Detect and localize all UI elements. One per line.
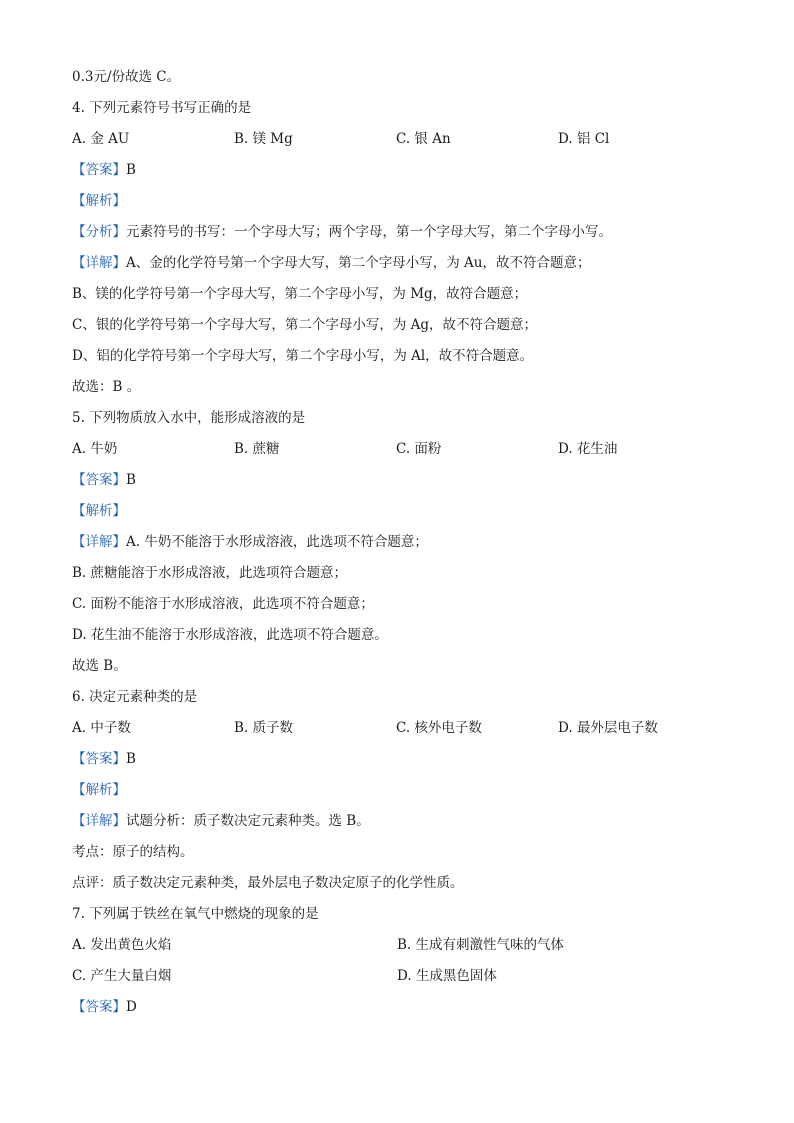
text-line: [72, 806, 732, 837]
text-line: [72, 651, 732, 682]
text-line: [72, 465, 732, 496]
option-item: B. 镁 Mg: [234, 131, 293, 147]
text-line: [72, 372, 732, 403]
line-text: D、铝的化学符号第一个字母大写，第二个字母小写，为 Al，故不符合题意。: [72, 348, 534, 364]
option-item: C. 面粉: [396, 441, 442, 457]
line-text: 故选：B 。: [72, 379, 141, 395]
text-line: [72, 93, 732, 124]
line-text: A、金的化学符号第一个字母大写，第二个字母小写，为 Au，故不符合题意；: [126, 255, 591, 271]
text-line: [72, 186, 732, 217]
line-text: B: [126, 472, 136, 488]
line-text: 试题分析：质子数决定元素种类。选 B。: [126, 813, 370, 829]
option-item: C. 产生大量白烟: [72, 968, 172, 984]
document-page: [72, 62, 732, 1023]
line-text: 7. 下列属于铁丝在氧气中燃烧的现象的是: [72, 906, 319, 922]
line-text: C. 面粉不能溶于水形成溶液，此选项不符合题意；: [72, 596, 374, 612]
option-item: A. 金 AU: [72, 131, 130, 147]
section-tag: 【详解】: [72, 255, 126, 271]
line-text: 6. 决定元素种类的是: [72, 689, 198, 705]
line-text: D: [126, 999, 137, 1015]
option-row: [72, 930, 732, 961]
option-item: A. 牛奶: [72, 441, 118, 457]
section-tag: 【解析】: [72, 503, 126, 519]
text-line: [72, 155, 732, 186]
text-line: [72, 217, 732, 248]
section-tag: 【详解】: [72, 534, 126, 550]
option-item: D. 花生油: [558, 441, 618, 457]
option-row: [72, 961, 732, 992]
option-item: D. 铝 Cl: [558, 131, 610, 147]
option-row: [72, 713, 732, 744]
text-line: [72, 248, 732, 279]
section-tag: 【答案】: [72, 162, 126, 178]
line-text: B: [126, 751, 136, 767]
text-line: [72, 744, 732, 775]
option-item: C. 核外电子数: [396, 720, 482, 736]
option-item: A. 中子数: [72, 720, 131, 736]
line-text: B. 蔗糖能溶于水形成溶液，此选项符合题意；: [72, 565, 348, 581]
text-line: [72, 589, 732, 620]
line-text: 故选 B。: [72, 658, 127, 674]
text-line: [72, 682, 732, 713]
line-text: 0.3元/份故选 C。: [72, 69, 181, 85]
line-text: B、镁的化学符号第一个字母大写，第二个字母小写，为 Mg，故符合题意；: [72, 286, 528, 302]
text-line: [72, 527, 732, 558]
text-line: [72, 837, 732, 868]
line-text: 点评：质子数决定元素种类，最外层电子数决定原子的化学性质。: [72, 875, 464, 891]
option-item: D. 最外层电子数: [558, 720, 658, 736]
line-text: 4. 下列元素符号书写正确的是: [72, 100, 252, 116]
section-tag: 【答案】: [72, 472, 126, 488]
text-line: [72, 558, 732, 589]
section-tag: 【分析】: [72, 224, 126, 240]
text-line: [72, 403, 732, 434]
text-line: [72, 310, 732, 341]
line-text: D. 花生油不能溶于水形成溶液，此选项不符合题意。: [72, 627, 388, 643]
option-row: [72, 434, 732, 465]
section-tag: 【解析】: [72, 782, 126, 798]
section-tag: 【答案】: [72, 999, 126, 1015]
line-text: A. 牛奶不能溶于水形成溶液，此选项不符合题意；: [126, 534, 428, 550]
option-row: [72, 124, 732, 155]
section-tag: 【详解】: [72, 813, 126, 829]
option-item: A. 发出黄色火焰: [72, 937, 172, 953]
line-text: B: [126, 162, 136, 178]
option-item: B. 质子数: [234, 720, 294, 736]
option-item: B. 蔗糖: [234, 441, 280, 457]
section-tag: 【解析】: [72, 193, 126, 209]
text-line: [72, 341, 732, 372]
line-text: 考点：原子的结构。: [72, 844, 194, 860]
line-text: C、银的化学符号第一个字母大写，第二个字母小写，为 Ag，故不符合题意；: [72, 317, 538, 333]
text-line: [72, 775, 732, 806]
text-line: [72, 992, 732, 1023]
text-line: [72, 62, 732, 93]
option-item: B. 生成有刺激性气味的气体: [397, 937, 565, 953]
text-line: [72, 496, 732, 527]
line-text: 5. 下列物质放入水中，能形成溶液的是: [72, 410, 306, 426]
line-text: 元素符号的书写：一个字母大写；两个字母，第一个字母大写，第二个字母小写。: [126, 224, 612, 240]
text-line: [72, 899, 732, 930]
option-item: D. 生成黑色固体: [397, 968, 497, 984]
option-item: C. 银 An: [396, 131, 451, 147]
text-line: [72, 868, 732, 899]
text-line: [72, 279, 732, 310]
section-tag: 【答案】: [72, 751, 126, 767]
text-line: [72, 620, 732, 651]
